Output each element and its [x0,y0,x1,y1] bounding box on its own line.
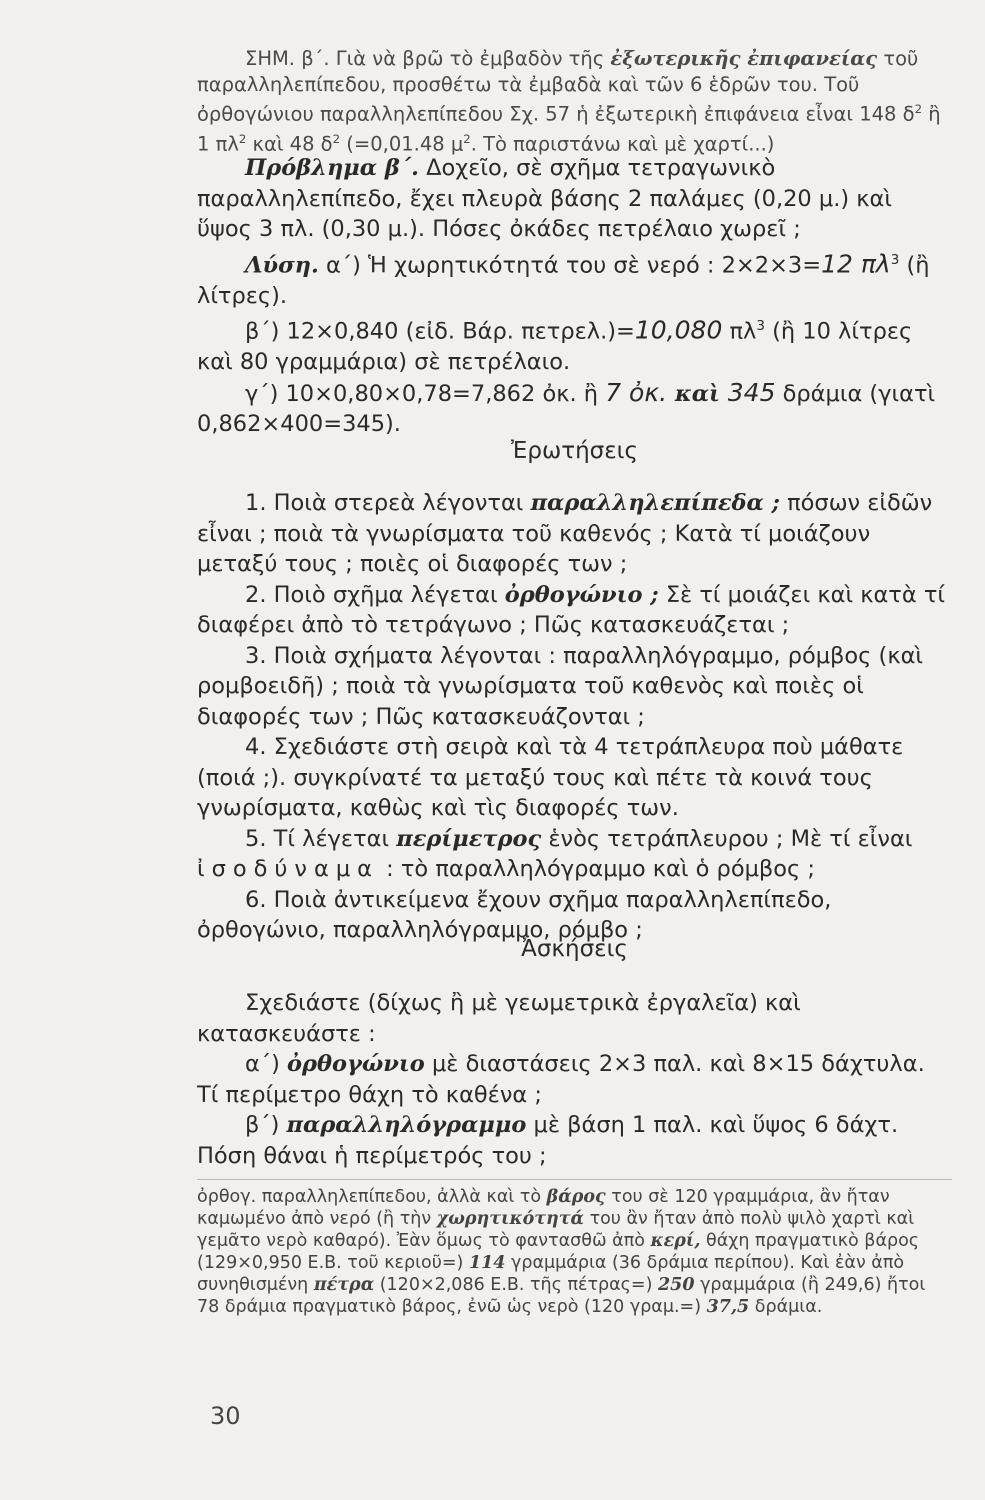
exercise-b-emphasis: παραλληλόγραμμο [286,1112,527,1138]
solution-c-result-2: 345 [727,377,776,407]
footnote-t4: θάχη πραγματικὸ βάρος (129×0,950 Ε.Β. τοῦ κεριοῦ=) [197,1231,920,1273]
question-1-text-b: πόσων εἰδῶν εἶναι ; ποιὰ τὰ γνωρίσματα τοῦ καθενός ; Κατὰ τί μοιάζουν μεταξύ τους ; ποιὲς οἱ διαφορές των ; [197,490,933,577]
note-sup-1: 2 [914,102,922,116]
footnote-t2: του σὲ 120 γραμμάρια, ἂν ἤταν καμωμένο ἀπὸ νερό (ἢ τὴν [197,1187,890,1229]
question-5-text-a: 5. Τί λέγεται [245,825,397,852]
problem-label: Πρόβλημα β΄. [245,155,419,181]
question-5-emphasis: περίμετρος [396,825,542,852]
note-sup-3: 2 [332,132,341,146]
footnote-e4: 114 [468,1253,506,1273]
solution-c [197,378,952,440]
footnote-text [197,1186,952,1318]
exercise-b-text: μὲ βάση 1 παλ. καὶ ὕψος 6 δάχτ. Πόση θάναι ἡ περίμετρός του ; [197,1112,899,1169]
exercise-b [197,1110,952,1171]
question-1 [197,488,952,580]
solution-c-text: γ΄) 10×0,80×0,78=7,862 ὀκ. ἢ [245,380,606,407]
footnote-e5: πέτρα [313,1275,375,1295]
solution-c-and: καὶ [667,380,728,407]
solution-a-result: 12 πλ [821,249,891,278]
question-5-spaced: ἰσοδύναμα [197,856,379,882]
question-2-text-a: 2. Ποιὸ σχῆμα λέγεται [245,581,505,608]
solution-a-text: α΄) Ἡ χωρητικότητά του σὲ νερό : 2×2×3= [318,252,822,278]
question-1-text-a: 1. Ποιὰ στερεὰ λέγονται [245,490,531,516]
exercises-list [197,988,952,1171]
footnote-t3: του ἂν ἤταν ἀπὸ πολὺ ψιλὸ χαρτὶ καὶ γεμᾶτο νερὸ καθαρό). Ἐὰν ὅμως τὸ φαντασθῶ ἀπὸ [197,1209,915,1251]
note-sup-2: 2 [238,132,247,146]
exercise-a [197,1049,952,1110]
footnote-e2: χωρητικότητά [436,1209,584,1229]
footnote-e3: κερί, [650,1231,701,1251]
exercise-b-label: β΄) [245,1112,287,1138]
solution-b-tail: (ἢ 10 λίτρες καὶ 80 γραμμάρια) σὲ πετρέλαιο. [197,318,913,375]
footnote [197,1186,952,1318]
note-text [197,46,952,157]
footnote-t1: ὀρθογ. παραλληλεπίπεδου, ἀλλὰ καὶ τὸ [197,1187,547,1207]
solution-b-sup: 3 [756,318,765,334]
note-emphasis: ἐξωτερικῆς ἐπιφανείας [610,47,878,70]
question-3: 3. Ποιὰ σχήματα λέγονται : παραλληλόγραμμο, ρόμβος (καὶ ρομβοειδῆ) ; ποιὰ τὰ γνωρίσματα τοῦ καθενὸς καὶ ποιὲς οἱ διαφορές των ; Πῶς κατασκευάζονται ; [197,642,924,730]
solution-c-result-1: 7 ὀκ. [605,377,668,407]
note-text-4: καὶ 48 δ [246,132,333,156]
note-text-5: (=0,01.48 μ [340,132,464,156]
note-paragraph [197,46,952,157]
questions-heading: Ἐρωτήσεις [511,438,638,464]
problem-section [197,153,952,440]
note-text-6: . Τὸ παριστάνω καὶ μὲ χαρτί...) [470,132,775,156]
footnote-t6: (120×2,086 Ε.Β. τῆς πέτρας=) [374,1275,658,1295]
note-sup-4: 2 [463,132,471,146]
solution-a-sup: 3 [890,251,900,268]
exercises-heading: Ἀσκήσεις [521,936,628,962]
footnote-t7: γραμμάρια (ἢ 249,6) ἤτοι 78 δράμια πραγματικὸ βάρος, ἐνῶ ὡς νερὸ (120 γραμ.=) [197,1275,926,1317]
note-text-3: ἢ 1 πλ [197,102,941,156]
solution-c-tail: δράμια (γιατὶ 0,862×400=345). [197,380,936,437]
footnote-e6: 250 [657,1275,695,1295]
exercise-a-emphasis: ὀρθογώνιο [287,1051,425,1077]
problem-statement [197,153,952,245]
footnote-t8: δράμια. [749,1297,823,1317]
exercise-a-label: α΄) [245,1051,288,1077]
problem-text: Δοχεῖο, σὲ σχῆμα τετραγωνικὸ παραλληλεπίπεδο, ἔχει πλευρὰ βάσης 2 παλάμες (0,20 μ.) καὶ ὕψος 3 πλ. (0,30 μ.). Πόσες ὀκάδες πετρέλαιο χωρεῖ ; [197,155,892,242]
exercises-intro: Σχεδιάστε (δίχως ἢ μὲ γεωμετρικὰ ἐργαλεῖα) καὶ κατασκευάστε : [197,990,801,1047]
question-4: 4. Σχεδιάστε στὴ σειρὰ καὶ τὰ 4 τετράπλευρα ποὺ μάθατε (ποιά ;). συγκρίνατέ τα μεταξύ τους καὶ πέτε τὰ κοινά τους γνωρίσματα, καθὼς καὶ τὶς διαφορές των. [197,734,904,821]
note-text-1: ΣΗΜ. β΄. Γιὰ νὰ βρῶ τὸ ἐμβαδὸν τῆς [245,47,611,70]
footnote-e7: 37,5 [706,1297,750,1317]
question-2-emphasis: ὀρθογώνιο ; [504,581,659,608]
page-number: 30 [210,1402,241,1430]
solution-a [197,245,952,312]
solution-a-tail: (ἢ λίτρες). [197,252,930,309]
question-6: 6. Ποιὰ ἀντικείμενα ἔχουν σχῆμα παραλληλεπίπεδο, ὀρθογώνιο, παραλληλόγραμμο, ρόμβο ; [197,886,832,943]
footnote-t5: γραμμάρια (36 δράμια περίπου). Καὶ ἐὰν ἀπὸ συνηθισμένη [197,1253,905,1295]
note-text-2: τοῦ παραλληλεπίπεδου, προσθέτω τὰ ἐμβαδὰ καὶ τῶν 6 ἑδρῶν του. Τοῦ ὀρθογώνιου παραλληλεπίπεδου Σχ. 57 ἡ ἐξωτερικὴ ἐπιφάνεια εἶναι 148 δ [197,47,919,126]
solution-b-text: β΄) 12×0,840 (εἰδ. Βάρ. πετρελ.)= [245,318,635,345]
question-2 [197,580,952,641]
question-2-text-b: Σὲ τί μοιάζει καὶ κατὰ τί διαφέρει ἀπὸ τὸ τετράγωνο ; Πῶς κατασκευάζεται ; [197,581,945,638]
question-5 [197,824,952,885]
solution-label: Λύση. [245,252,319,278]
question-5-text-c: : τὸ παραλληλόγραμμο καὶ ὁ ρόμβος ; [378,856,815,882]
footnote-e1: βάρος [546,1187,606,1207]
questions-list [197,488,952,946]
question-5-text-b: ἑνὸς τετράπλευρου ; Μὲ τί εἶναι [541,825,913,852]
solution-b-result: 10,080 [634,315,723,345]
question-1-emphasis: παραλληλεπίπεδα ; [530,490,780,516]
exercise-a-text: μὲ διαστάσεις 2×3 παλ. καὶ 8×15 δάχτυλα. Τί περίμετρο θάχη τὸ καθένα ; [197,1051,925,1108]
solution-b [197,311,952,378]
solution-b-unit: πλ [722,318,757,345]
footnote-divider [197,1179,952,1180]
